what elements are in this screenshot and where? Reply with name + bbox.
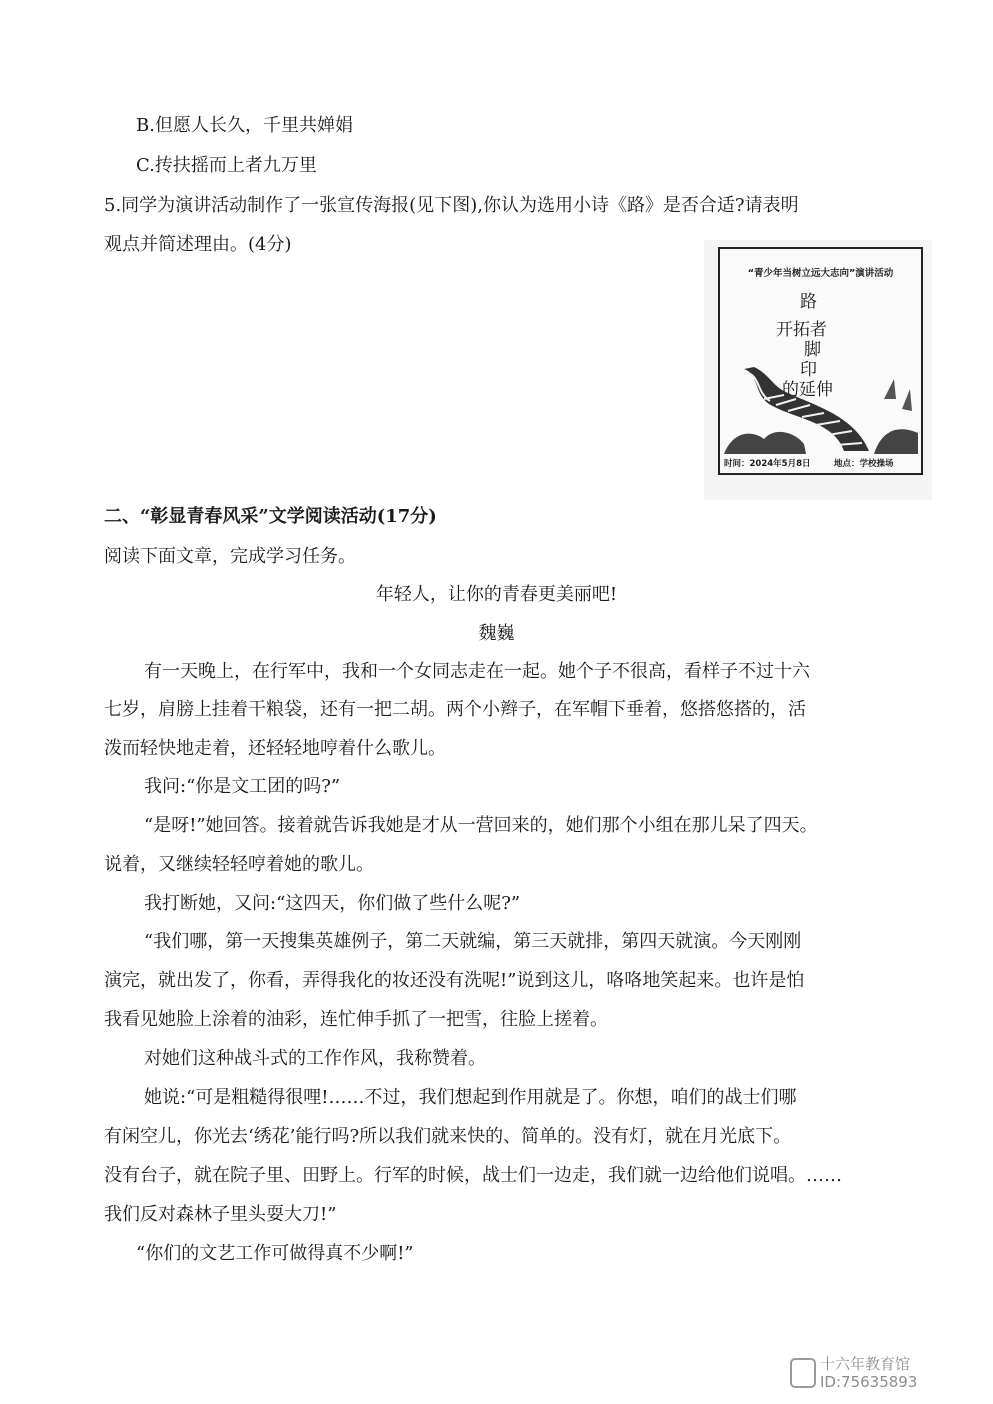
question-5-line-2: 观点并简述理由。(4分) [104, 234, 292, 255]
paragraph-line: 我打断她，又问:“这四天，你们做了些什么呢?” [144, 893, 521, 914]
paragraph-line: 演完，就出发了，你看，弄得我化的妆还没有洗呢!”说到这儿，咯咯地笑起来。也许是怕 [104, 970, 805, 991]
poster-title: 路 [800, 292, 817, 312]
poster-time: 时间：2024年5月8日 [724, 459, 811, 469]
watermark-logo-icon [790, 1358, 816, 1388]
poster [718, 247, 923, 475]
poster-line-4: 的延伸 [782, 380, 833, 400]
section-2-instruction: 阅读下面文章，完成学习任务。 [104, 546, 356, 567]
paragraph-line: 我们反对森林子里头耍大刀!” [104, 1204, 337, 1225]
article-title: 年轻人，让你的青春更美丽吧! [375, 584, 618, 605]
paragraph-line: “是呀!”她回答。接着就告诉我她是才从一营回来的，她们那个小组在那儿呆了四天。 [144, 815, 818, 836]
watermark-name: 十六年教育馆 [820, 1355, 911, 1373]
watermark [820, 1355, 917, 1391]
poster-place: 地点：学校操场 [834, 459, 894, 469]
question-5-line-1: 5.同学为演讲活动制作了一张宣传海报(见下图),你认为选用小诗《路》是否合适?请表明 [104, 195, 799, 216]
paragraph-line: “我们哪，第一天搜集英雄例子，第二天就编，第三天就排，第四天就演。今天刚刚 [144, 931, 802, 952]
poster-line-2: 脚 [804, 340, 821, 360]
paragraph-line: 她说:“可是粗糙得很哩!……不过，我们想起到作用就是了。你想，咱们的战士们哪 [144, 1087, 797, 1108]
article-author: 魏巍 [478, 623, 515, 644]
paragraph-line: “你们的文艺工作可做得真不少啊!” [136, 1243, 414, 1264]
watermark-id: ID:75635893 [820, 1373, 918, 1391]
section-2-heading: 二、“彰显青春风采”文学阅读活动(17分) [104, 506, 437, 527]
poster-line-1: 开拓者 [776, 320, 827, 340]
option-b: B.但愿人长久，千里共婵娟 [136, 115, 353, 136]
paragraph-line: 有一天晚上，在行军中，我和一个女同志走在一起。她个子不很高，看样子不过十六 [144, 661, 810, 682]
paragraph-line: 七岁，肩膀上挂着干粮袋，还有一把二胡。两个小辫子，在军帽下垂着，悠搭悠搭的，活 [104, 699, 806, 720]
poster-event: “青少年当树立远大志向”演讲活动 [747, 268, 894, 279]
paragraph-line: 对她们这种战斗式的工作作风，我称赞着。 [144, 1048, 486, 1069]
poster-line-3: 印 [800, 360, 817, 380]
paragraph-line: 有闲空儿，你光去‘绣花’能行吗?所以我们就来快的、简单的。没有灯，就在月光底下。 [104, 1126, 792, 1147]
paragraph-line: 没有台子，就在院子里、田野上。行军的时候，战士们一边走，我们就一边给他们说唱。…… [104, 1165, 842, 1186]
paragraph-line: 我问:“你是文工团的吗?” [144, 776, 341, 797]
option-c: C.抟扶摇而上者九万里 [136, 155, 317, 176]
paragraph-line: 泼而轻快地走着，还轻轻地哼着什么歌儿。 [104, 738, 446, 759]
poster-road-illustration [724, 359, 918, 454]
paragraph-line: 我看见她脸上涂着的油彩，连忙伸手抓了一把雪，往脸上搓着。 [104, 1009, 608, 1030]
paragraph-line: 说着，又继续轻轻哼着她的歌儿。 [104, 854, 374, 875]
